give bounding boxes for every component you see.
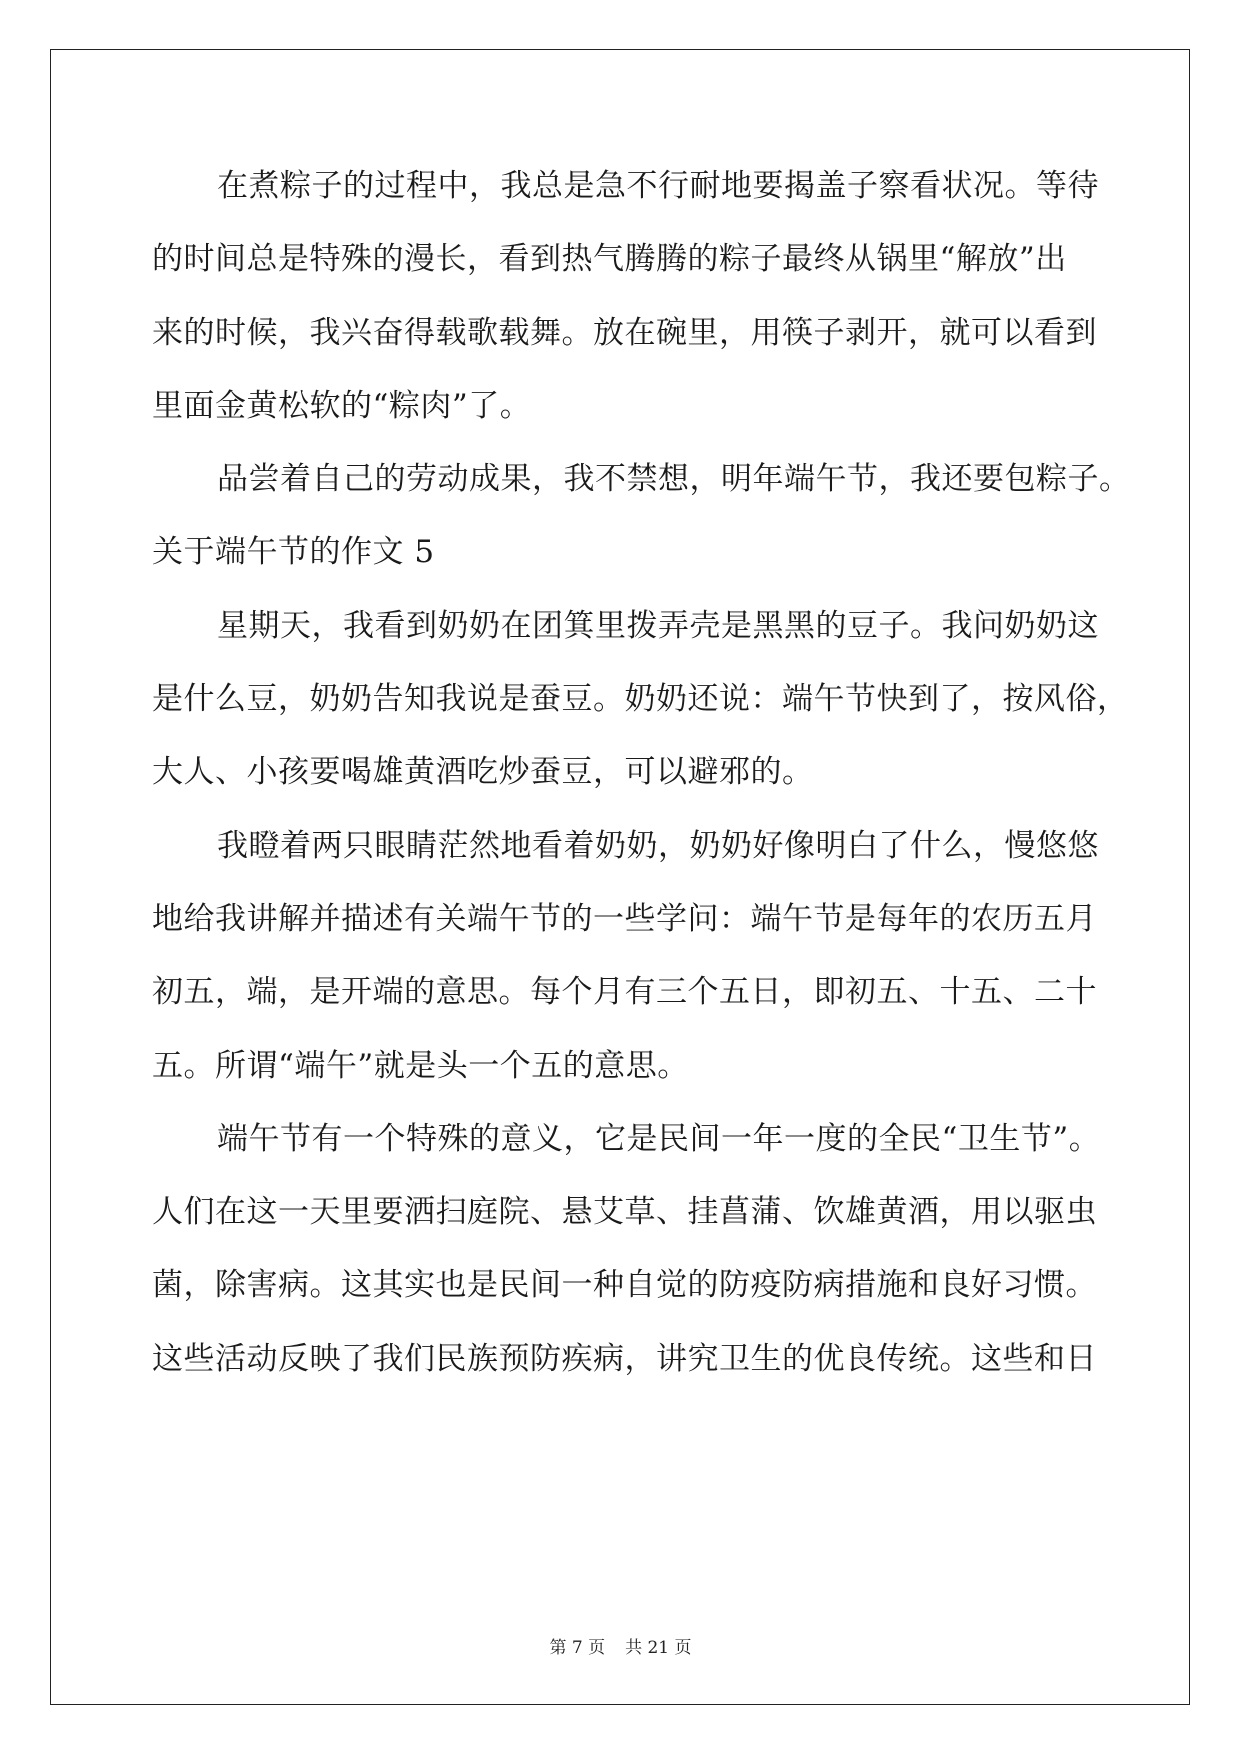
text-line: 的时间总是特殊的漫长，看到热气腾腾的粽子最终从锅里“解放”出 (152, 241, 1067, 278)
text-line: 人们在这一天里要洒扫庭院、悬艾草、挂菖蒲、饮雄黄酒，用以驱虫 (152, 1194, 1097, 1231)
text-line: 品尝着自己的劳动成果，我不禁想，明年端午节，我还要包粽子。 (217, 461, 1131, 498)
page-number: 第 7 页 (549, 1638, 606, 1658)
text-line: 星期天，我看到奶奶在团箕里拨弄壳是黑黑的豆子。我问奶奶这 (217, 607, 1099, 644)
text-line: 大人、小孩要喝雄黄酒吃炒蚕豆，可以避邪的。 (152, 754, 814, 791)
text-line: 初五，端，是开端的意思。每个月有三个五日，即初五、十五、二十 (152, 974, 1097, 1011)
text-line: 是什么豆，奶奶告知我说是蚕豆。奶奶还说：端午节快到了，按风俗， (152, 681, 1129, 718)
text-line: 端午节有一个特殊的意义，它是民间一年一度的全民“卫生节”。 (217, 1120, 1101, 1157)
text-line: 来的时候，我兴奋得载歌载舞。放在碗里，用筷子剥开，就可以看到 (152, 314, 1097, 351)
text-line: 五。所谓“端午”就是头一个五的意思。 (152, 1047, 689, 1084)
text-line: 我瞪着两只眼睛茫然地看着奶奶，奶奶好像明白了什么，慢悠悠 (217, 827, 1099, 864)
page-footer (0, 1633, 1241, 1658)
text-line: 关于端午节的作文 5 (152, 534, 435, 571)
text-line: 菌，除害病。这其实也是民间一种自觉的防疫防病措施和良好习惯。 (152, 1267, 1097, 1304)
text-line: 这些活动反映了我们民族预防疾病，讲究卫生的优良传统。这些和日 (152, 1340, 1097, 1377)
text-line: 地给我讲解并描述有关端午节的一些学问：端午节是每年的农历五月 (152, 900, 1097, 937)
page-total: 共 21 页 (625, 1638, 692, 1658)
text-line: 里面金黄松软的“粽肉”了。 (152, 387, 532, 424)
document-body (152, 158, 1131, 1404)
text-line: 在煮粽子的过程中，我总是急不行耐地要揭盖子察看状况。等待 (217, 168, 1099, 204)
